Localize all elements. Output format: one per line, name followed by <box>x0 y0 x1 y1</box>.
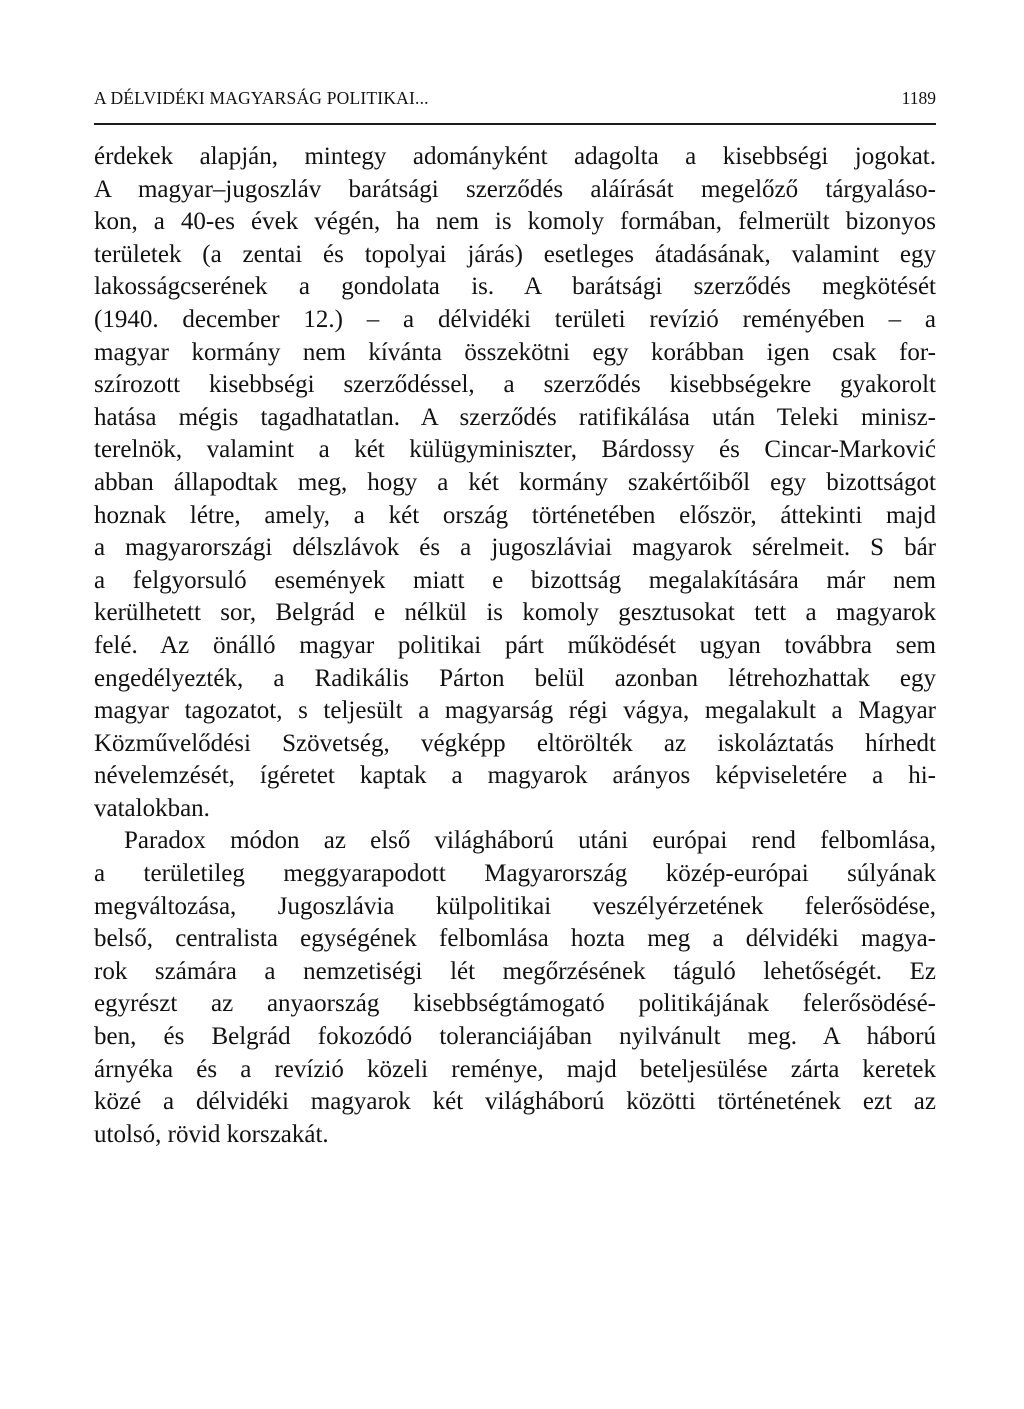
text-line: közé a délvidéki magyarok két világháború közötti történetének ezt az <box>94 1088 936 1116</box>
text-line: vatalokban. <box>94 794 210 822</box>
paragraph-1 <box>94 141 936 825</box>
text-line: A magyar–jugoszláv barátsági szerződés aláírását megelőző tárgyaláso- <box>94 175 936 203</box>
text-line: hoznak létre, amely, a két ország történetében először, áttekinti majd <box>94 501 936 529</box>
text-line: hatása mégis tagadhatatlan. A szerződés ratifikálása után Teleki minisz- <box>94 403 936 431</box>
text-line: magyar tagozatot, s teljesült a magyarság régi vágya, megalakult a Magyar <box>94 697 936 725</box>
text-line: rok számára a nemzetiségi lét megőrzésének táguló lehetőségét. Ez <box>94 957 936 985</box>
text-line: egyrészt az anyaország kisebbségtámogató politikájának felerősödésé- <box>94 990 936 1018</box>
body-text <box>94 141 936 1151</box>
text-line: árnyéka és a revízió közeli reménye, majd beteljesülése zárta keretek <box>94 1055 936 1083</box>
text-line: engedélyezték, a Radikális Párton belül azonban létrehozhattak egy <box>94 664 936 692</box>
text-line: a magyarországi délszlávok és a jugoszláviai magyarok sérelmeit. S bár <box>94 534 936 562</box>
text-line: magyar kormány nem kívánta összekötni egy korábban igen csak for- <box>94 338 936 366</box>
page-number: 1189 <box>901 88 936 108</box>
paragraph-2 <box>94 825 936 1151</box>
text-line: kerülhetett sor, Belgrád e nélkül is komoly gesztusokat tett a magyarok <box>94 599 936 627</box>
text-line: szírozott kisebbségi szerződéssel, a szerződés kisebbségekre gyakorolt <box>94 371 936 399</box>
text-line: területek (a zentai és topolyai járás) esetleges átadásának, valamint egy <box>94 240 936 268</box>
text-line: lakosságcserének a gondolata is. A barátsági szerződés megkötését <box>94 273 936 301</box>
text-line: felé. Az önálló magyar politikai párt működését ugyan továbbra sem <box>94 631 936 659</box>
running-head <box>94 88 936 114</box>
text-line: érdekek alapján, mintegy adományként adagolta a kisebbségi jogokat. <box>94 143 936 170</box>
text-line: Közművelődési Szövetség, végképp eltörölték az iskoláztatás hírhedt <box>94 729 936 757</box>
text-line: ben, és Belgrád fokozódó toleranciájában nyilvánult meg. A háború <box>94 1023 936 1051</box>
text-line: utolsó, rövid korszakát. <box>94 1120 329 1148</box>
text-line: a felgyorsuló események miatt e bizottság megalakítására már nem <box>94 566 936 594</box>
text-line: terelnök, valamint a két külügyminiszter, Bárdossy és Cincar-Marković <box>94 436 936 464</box>
running-title: A DÉLVIDÉKI MAGYARSÁG POLITIKAI... <box>94 88 429 108</box>
text-line: (1940. december 12.) – a délvidéki területi revízió reményében – a <box>94 305 936 333</box>
text-line: belső, centralista egységének felbomlása hozta meg a délvidéki magya- <box>94 925 936 953</box>
text-line: névelemzését, ígéretet kaptak a magyarok arányos képviseletére a hi- <box>94 762 936 790</box>
text-line: abban állapodtak meg, hogy a két kormány szakértőiből egy bizottságot <box>94 468 936 496</box>
text-line: Paradox módon az első világháború utáni európai rend felbomlása, <box>124 827 936 855</box>
text-line: kon, a 40-es évek végén, ha nem is komoly formában, felmerült bizonyos <box>94 208 936 236</box>
header-rule <box>94 123 936 125</box>
text-line: a területileg meggyarapodott Magyarország közép-európai súlyának <box>94 860 936 888</box>
text-line: megváltozása, Jugoszlávia külpolitikai veszélyérzetének felerősödése, <box>94 892 936 920</box>
